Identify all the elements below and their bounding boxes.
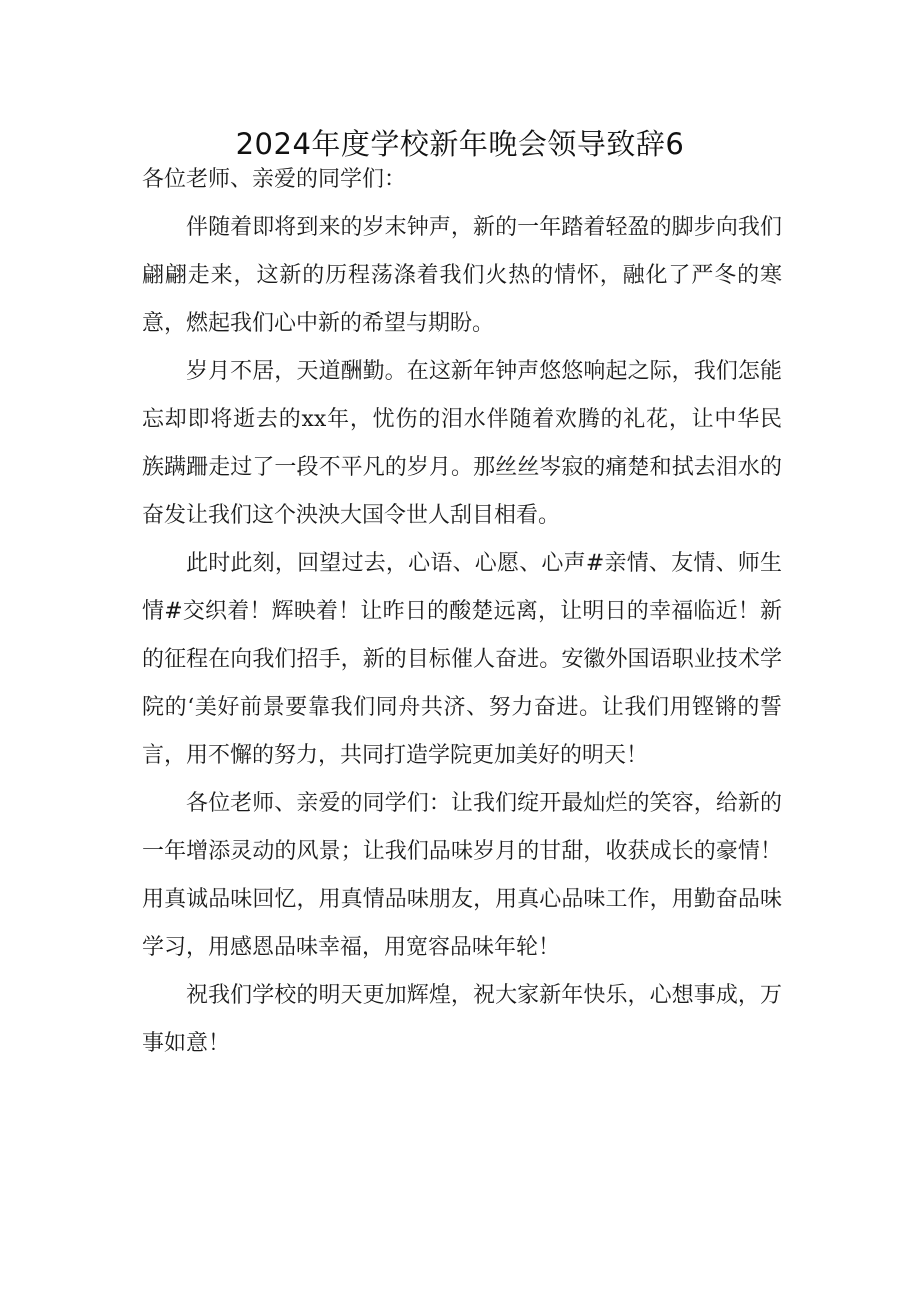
paragraph-5: 祝我们学校的明天更加辉煌，祝大家新年快乐，心想事成，万事如意！ [142,983,782,1056]
paragraph-4: 各位老师、亲爱的同学们：让我们绽开最灿烂的笑容，给新的一年增添灵动的风景；让我们品味岁月的甘甜，收获成长的豪情！用真诚品味回忆，用真情品味朋友，用真心品味工作，用勤奋品味学习，用感恩品味幸福，用宽容品味年轮！ [142,791,782,960]
paragraph-1: 伴随着即将到来的岁末钟声，新的一年踏着轻盈的脚步向我们翩翩走来，这新的历程荡涤着我们火热的情怀，融化了严冬的寒意，燃起我们心中新的希望与期盼。 [142,215,782,336]
greeting-line: 各位老师、亲爱的同学们： [142,167,407,192]
document-title: 2024年度学校新年晚会领导致辞6 [235,127,685,161]
document-body [142,156,782,1068]
paragraph-3: 此时此刻，回望过去，心语、心愿、心声#亲情、友情、师生情#交织着！辉映着！让昨日的酸楚远离，让明日的幸福临近！新的征程在向我们招手，新的目标催人奋进。安徽外国语职业技术学院的‘美好前景要靠我们同舟共济、努力奋进。让我们用铿锵的誓言，用不懈的努力，共同打造学院更加美好的明天！ [142,551,782,768]
paragraph-2: 岁月不居，天道酬勤。在这新年钟声悠悠响起之际，我们怎能忘却即将逝去的xx年，忧伤的泪水伴随着欢腾的礼花，让中华民族蹒跚走过了一段不平凡的岁月。那丝丝岑寂的痛楚和拭去泪水的奋发让我们这个泱泱大国令世人刮目相看。 [142,359,782,528]
